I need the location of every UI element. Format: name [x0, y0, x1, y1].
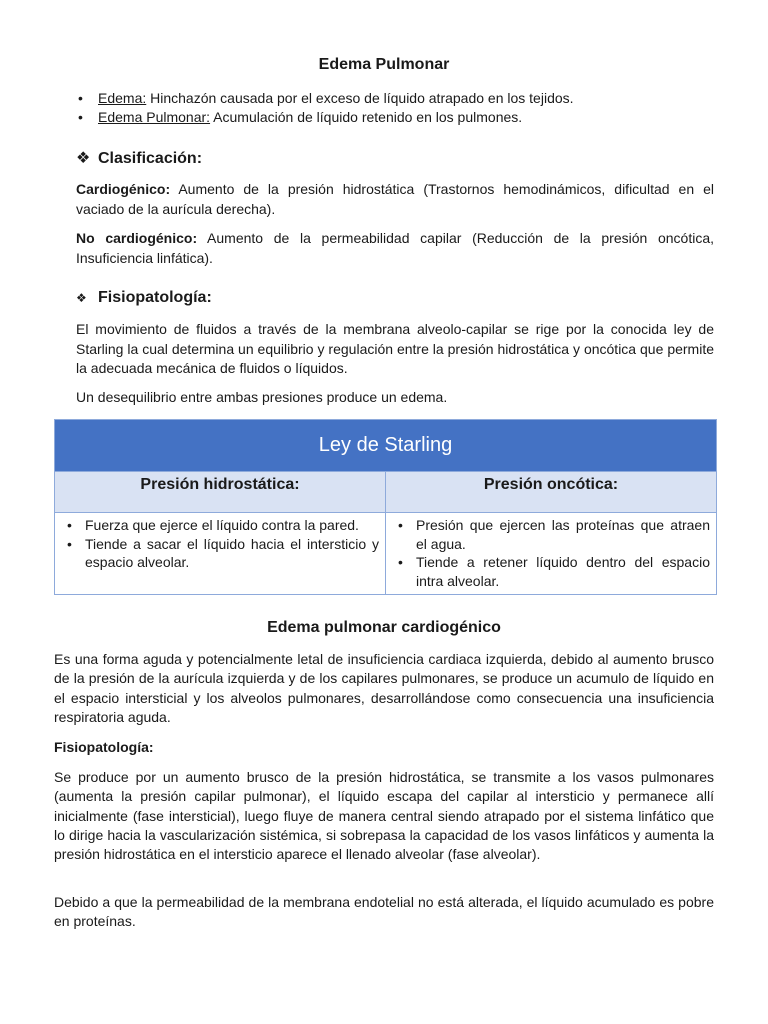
cardiogenico-intro: Es una forma aguda y potencialmente letal de insuficiencia cardiaca izquierda, debido al aumento brusco de la presión de la aurícula izquierda y de los capilares pulmonares, se produce un acumulo de líquido en el espacio intersticial y los alveolos pulmonares, desarrollándose como consecuencia una insuficiencia respiratoria aguda.: [54, 651, 714, 725]
definitions-list: [78, 89, 718, 127]
section-title-cardiogenico: Edema pulmonar cardiogénico: [267, 619, 501, 636]
cardiogenico-conclusion: Debido a que la permeabilidad de la membrana endotelial no está alterada, el líquido acumulado es pobre en proteínas.: [54, 894, 714, 930]
definition-term: Edema:: [98, 90, 147, 106]
starling-table: [54, 419, 717, 595]
column-header-oncotica: Presión oncótica:: [385, 472, 716, 512]
list-item: • Presión que ejercen las proteínas que atraen el agua.: [392, 516, 710, 553]
clasificacion-no-cardiogenico: No cardiogénico: Aumento de la permeabilidad capilar (Reducción de la presión oncótica, Insuficiencia linfática).: [76, 230, 714, 266]
list-item: • Fuerza que ejerce el líquido contra la pared.: [61, 516, 379, 535]
definition-term: Edema Pulmonar:: [98, 109, 211, 125]
list-item: [78, 108, 718, 127]
cardiogenico-fisiopatologia: Se produce por un aumento brusco de la presión hidrostática, se transmite a los vasos pulmonares (aumenta la presión capilar pulmonar), el líquido escapa del capilar al intersticio y permanece allí inicialmente (fase intersticial), luego fluye de manera central siendo atrapado por el sistema linfático que lo dirige hacia la vascularización sistémica, si sobrepasa la capacidad de los vasos linfáticos y aumenta la presión hidrostática en el intersticio aparece el llenado alveolar (fase alveolar).: [54, 769, 714, 863]
small-diamond-bullet-icon: ❖: [76, 291, 87, 305]
table-title: Ley de Starling: [55, 420, 716, 471]
table-row: [55, 512, 716, 594]
table-cell-hidrostatica: [55, 513, 385, 594]
fisiopatologia-paragraph-2: Un desequilibrio entre ambas presiones produce un edema.: [76, 389, 448, 405]
cardiogenico-subheading: Fisiopatología:: [54, 739, 154, 755]
list-item: • Tiende a retener líquido dentro del espacio intra alveolar.: [392, 553, 710, 590]
column-header-hidrostatica: Presión hidrostática:: [140, 476, 300, 493]
table-header-row: [55, 471, 716, 512]
definition-text: Acumulación de líquido retenido en los pulmones.: [210, 109, 523, 125]
list-item: [78, 89, 718, 108]
diamond-bullet-icon: ❖: [76, 150, 91, 167]
page-title: Edema Pulmonar: [318, 56, 450, 73]
clasificacion-heading: ❖ Clasificación:: [76, 150, 203, 167]
table-cell-oncotica: [385, 513, 716, 594]
fisiopatologia-paragraph: El movimiento de fluidos a través de la membrana alveolo-capilar se rige por la conocida ley de Starling la cual determina un equilibrio y regulación entre la presión hidrostática y oncótica que permite la adecuada mecánica de fluidos o líquidos.: [76, 321, 714, 376]
fisiopatologia-heading: ❖ Fisiopatología:: [76, 289, 212, 306]
definition-text: Hinchazón causada por el exceso de líquido atrapado en los tejidos.: [146, 90, 574, 106]
clasificacion-cardiogenico: Cardiogénico: Aumento de la presión hidrostática (Trastornos hemodinámicos, dificultad en el vaciado de la aurícula derecha).: [76, 181, 714, 217]
list-item: • Tiende a sacar el líquido hacia el intersticio y espacio alveolar.: [61, 535, 379, 572]
